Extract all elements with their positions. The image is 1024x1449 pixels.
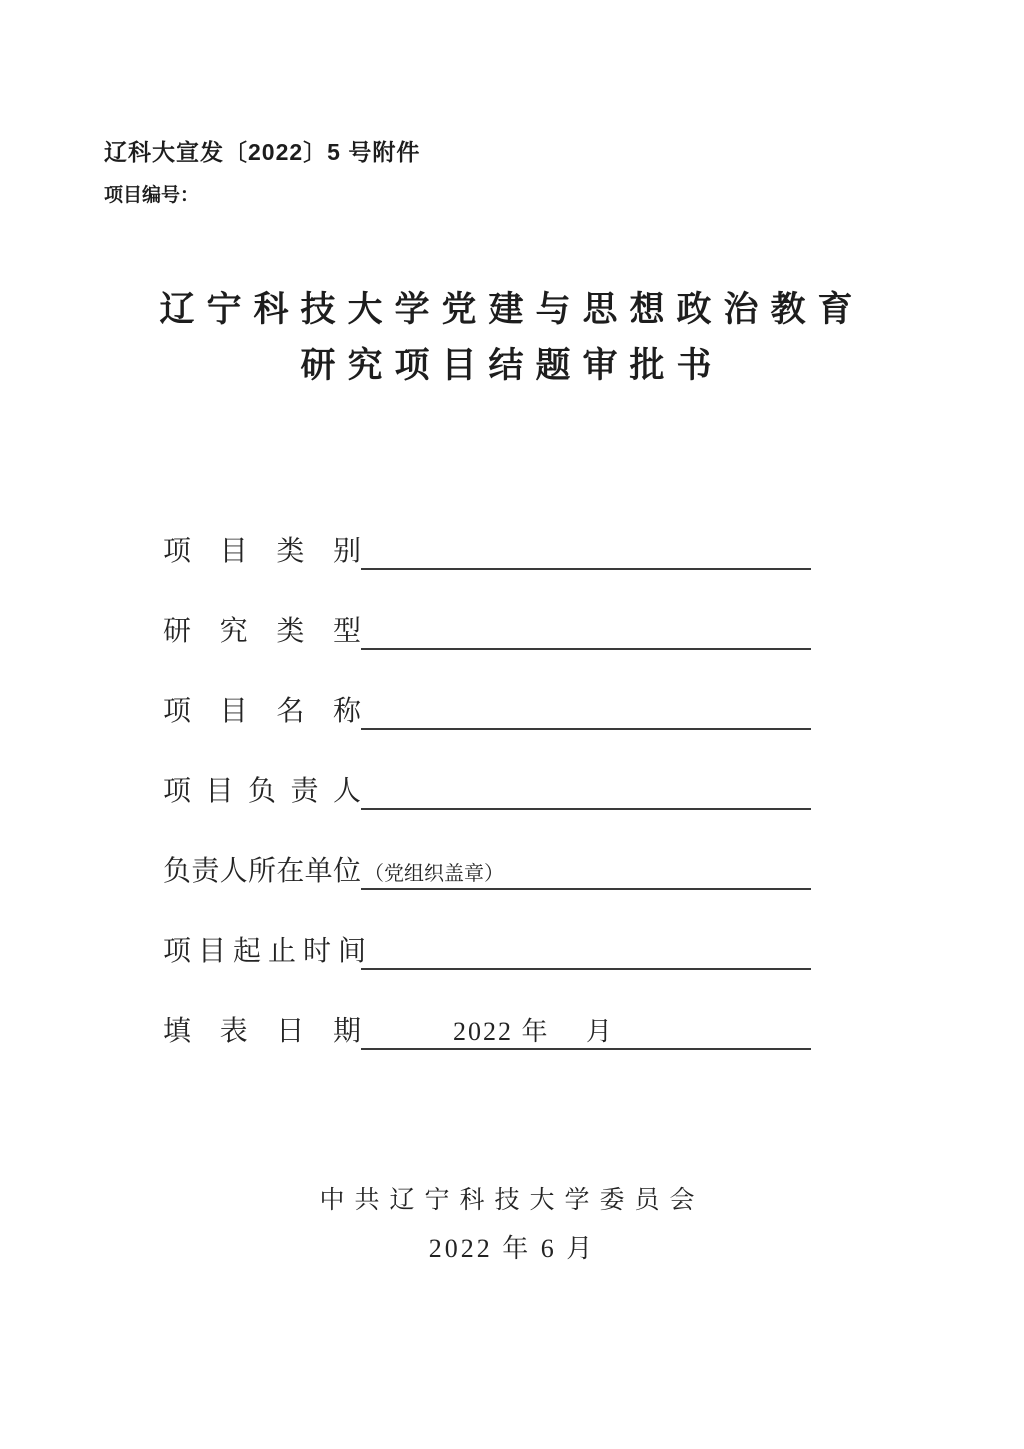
fill-date-text: 2022 年 月 xyxy=(453,1017,615,1046)
field-label-project-name: 项 目 名 称 xyxy=(163,696,361,727)
field-label-project-leader: 项 目 负 责 人 xyxy=(163,776,361,807)
fill-line-project-duration xyxy=(361,924,811,970)
project-number-label: 项目编号： xyxy=(104,185,200,206)
field-label-project-duration: 项 目 起 止 时 间 xyxy=(163,936,367,967)
fill-line-project-leader xyxy=(361,764,811,810)
field-label-research-type: 研 究 类 型 xyxy=(163,616,361,647)
issue-date: 2022 年 6 月 xyxy=(428,1234,596,1263)
form-row-leader-unit xyxy=(163,844,811,890)
fill-line-fill-date xyxy=(361,1004,811,1050)
title-line-1: 辽宁科技大学党建与思想政治教育 xyxy=(159,290,865,329)
stamp-note-text: （党组织盖章） xyxy=(364,863,504,885)
form-row-project-leader xyxy=(163,764,811,810)
fill-line-project-category xyxy=(361,524,811,570)
field-label-project-category: 项 目 类 别 xyxy=(163,536,361,567)
title-line-2: 研究项目结题审批书 xyxy=(300,346,724,385)
field-label-fill-date: 填 表 日 期 xyxy=(163,1016,361,1047)
form-row-project-category xyxy=(163,524,811,570)
fill-line-leader-unit xyxy=(361,844,811,890)
doc-number: 辽科大宣发〔2022〕5 号附件 xyxy=(104,139,421,165)
form-row-project-duration xyxy=(163,924,811,970)
document-title xyxy=(0,282,1024,394)
form-row-fill-date xyxy=(163,1004,811,1050)
field-label-leader-unit: 负责人所在单位 xyxy=(163,856,361,887)
form-row-research-type xyxy=(163,604,811,650)
fill-line-research-type xyxy=(361,604,811,650)
issuing-organization: 中共辽宁科技大学委员会 xyxy=(319,1187,705,1214)
fill-line-project-name xyxy=(361,684,811,730)
form-row-project-name xyxy=(163,684,811,730)
